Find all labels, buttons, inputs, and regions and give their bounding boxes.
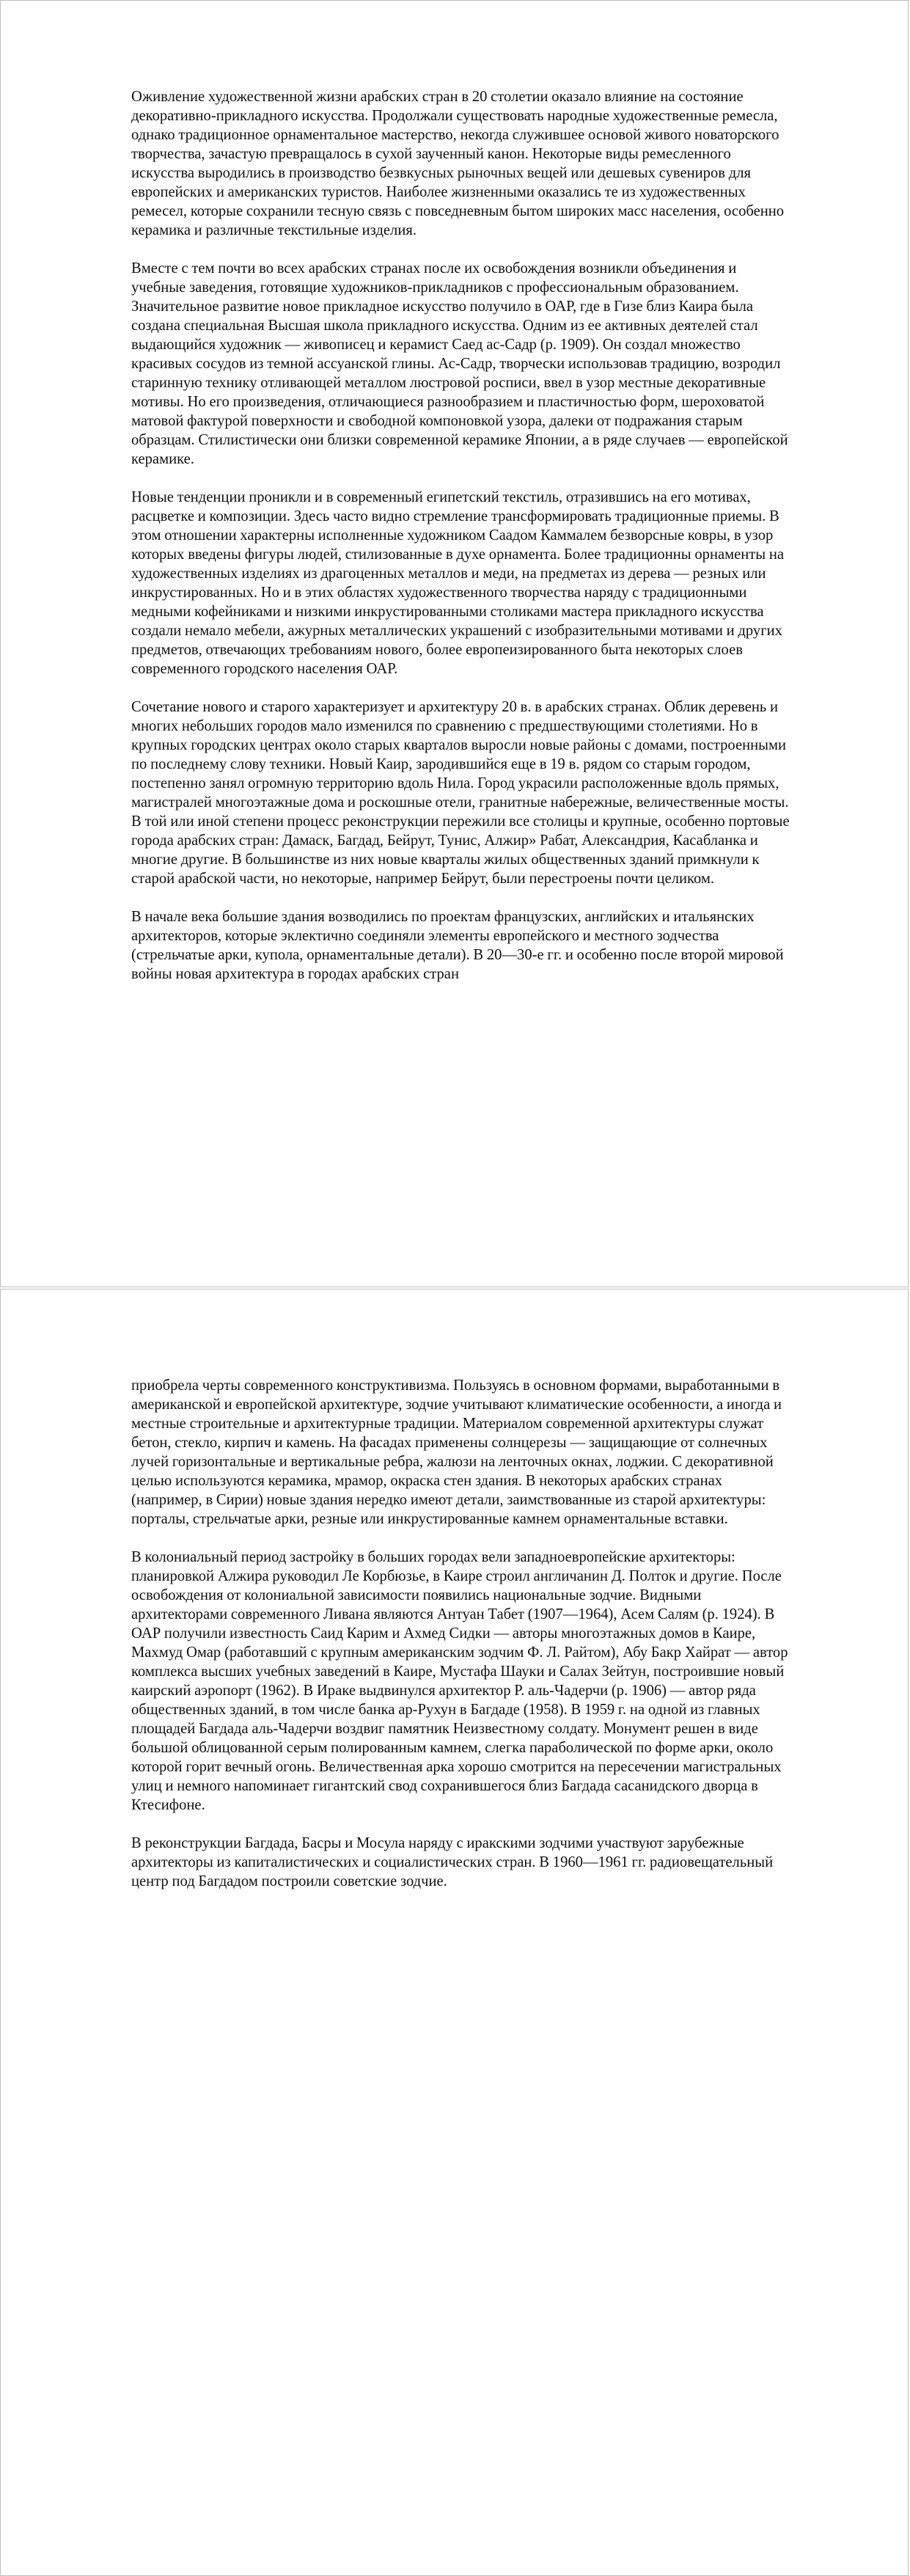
paragraph: В реконструкции Багдада, Басры и Мосула наряду с иракскими зодчими участвуют зарубежные архитекторы из капиталистических и социалистических стран. В 1960—1961 гг. радиовещательный центр под Багдадом построили советские зодчие. <box>131 1835 774 1889</box>
paragraph: приобрела черты современного конструктивизма. Пользуясь в основном формами, выработанными в американской и европейской архитектуре, зодчие учитывают климатические особенности, а иногда и местные строительные и архитектурные традиции. Материалом современной архитектуры служат бетон, стекло, кирпич и камень. На фасадах применены солнцерезы — защищающие от солнечных лучей горизонтальные и вертикальные ребра, жалюзи на ленточных окнах, лоджии. С декоративной целью используются керамика, мрамор, окраска стен здания. В некоторых арабских странах (например, в Сирии) новые здания нередко имеют детали, заимствованные из старой архитектуры: порталы, стрельчатые арки, резные или инкрустированные камнем орнаментальные вставки. <box>131 1377 782 1527</box>
paragraph: Сочетание нового и старого характеризует и архитектуру 20 в. в арабских странах. Облик деревень и многих небольших городов мало изменился по сравнению с предшествующими столетиями. Но в крупных городских центрах около старых кварталов выросли новые районы с домами, построенными по последнему слову техники. Новый Каир, зародившийся еще в 19 в. рядом со старым городом, постепенно занял огромную территорию вдоль Нила. Город украсили расположенные вдоль прямых, магистралей многоэтажные дома и роскошные отели, гранитные набережные, величественные мосты. В той или иной степени процесс реконструкции пережили все столицы и крупные, особенно портовые города арабских стран: Дамаск, Багдад, Бейрут, Тунис, Алжир» Рабат, Александрия, Касабланка и многие другие. В большинстве из них новые кварталы жилых общественных зданий примкнули к старой арабской части, но некоторые, например Бейрут, были перестроены почти целиком. <box>131 699 790 887</box>
paragraph: В колониальный период застройку в больших городах вели западноевропейские архитекторы: планировкой Алжира руководил Ле Корбюзье, в Каире строил англичанин Д. Полток и другие. После освобождения от колониальной зависимости появились национальные зодчие. Видными архитекторами современного Ливана являются Антуан Табет (1907—1964), Асем Салям (р. 1924). В ОАР получили известность Саид Карим и Ахмед Сидки — авторы многоэтажных домов в Каире, Махмуд Омар (работавший с крупным американским зодчим Ф. Л. Райтом), Абу Бакр Хайрат — автор комплекса высших учебных заведений в Каире, Мустафа Шауки и Салах Зейтун, построившие новый каирский аэропорт (1962). В Ираке выдвинулся архитектор Р. аль-Чадерчи (р. 1906) — автор ряда общественных зданий, в том числе банка ар-Рухун в Багдаде (1958). В 1959 г. на одной из главных площадей Багдада аль-Чадерчи воздвиг памятник Неизвестному солдату. Монумент решен в виде большой облицованной серым полированным камнем, слегка параболической по форме арки, около которой горит вечный огонь. Величественная арка хорошо смотрится на пересечении магистральных улиц и немного напоминает гигантский свод сохранившегося близ Багдада сасанидского дворца в Ктесифоне. <box>131 1549 788 1813</box>
paragraph: Вместе с тем почти во всех арабских странах после их освобождения возникли объединения и учебные заведения, готовящие художников-прикладников с профессиональным образованием. Значительное развитие новое прикладное искусство получило в ОАР, где в Гизе близ Каира была создана специальная Высшая школа прикладного искусства. Одним из ее активных деятелей стал выдающийся художник — живописец и керамист Саед ас-Садр (р. 1909). Он создал множество красивых сосудов из темной ассуанской глины. Ас-Садр, творчески использовав традицию, возродил старинную технику отливающей металлом люстровой росписи, ввел в узор местные декоративные мотивы. Но его произведения, отличающиеся разнообразием и пластичностью форм, шероховатой матовой фактурой поверхности и свободной компоновкой узора, далеки от подражания старым образцам. Стилистически они близки современной керамике Японии, а в ряде случаев — европейской керамике. <box>131 260 788 467</box>
page-body-text <box>131 87 791 984</box>
paragraph: Оживление художественной жизни арабских стран в 20 столетии оказало влияние на состояние декоративно-прикладного искусства. Продолжали существовать народные художественные ремесла, однако традиционное орнаментальное мастерство, некогда служившее основой живого новаторского творчества, зачастую превращалось в сухой заученный канон. Некоторые виды ремесленного искусства выродились в производство безвкусных рыночных вещей или дешевых сувениров для европейских и американских туристов. Наиболее жизненными оказались те из художественных ремесел, которые сохранили тесную связь с повседневным бытом широких масс населения, особенно керамика и различные текстильные изделия. <box>131 89 785 238</box>
paragraph: Новые тенденции проникли и в современный египетский текстиль, отразившись на его мотивах, расцветке и композиции. Здесь часто видно стремление трансформировать традиционные приемы. В этом отношении характерны исполненные художником Саадом Каммалем безворсные ковры, в узор которых введены фигуры людей, стилизованные в духе орнамента. Более традиционны орнаменты на художественных изделиях из драгоценных металлов и меди, на предметах из дерева — резных или инкрустированных. Но и в этих областях художественного творчества наряду с традиционными медными кофейниками и низкими инкрустированными столиками мастера прикладного искусства создали немало мебели, ажурных металлических украшений с изобразительными мотивами и других предметов, отвечающих требованиям нового, более европеизированного быта некоторых слоев современного городского населения ОАР. <box>131 489 785 677</box>
paragraph: В начале века большие здания возводились по проектам французских, английских и итальянских архитекторов, которые эклектично соединяли элементы европейского и местного зодчества (стрельчатые арки, купола, орнаментальные детали). В 20—30-е гг. и особенно после второй мировой войны новая архитектура в городах арабских стран <box>131 909 784 982</box>
page-body-text <box>131 1376 791 1891</box>
document-page-1 <box>0 0 909 1287</box>
document-page-2 <box>0 1289 909 2576</box>
